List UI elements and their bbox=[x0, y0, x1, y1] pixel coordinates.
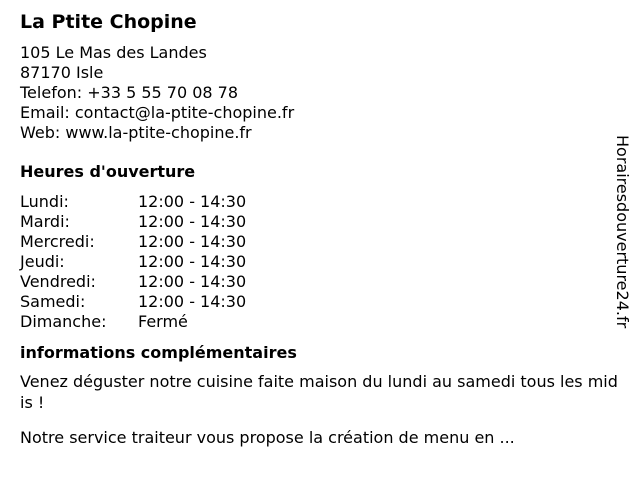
day-label: Mardi: bbox=[20, 212, 70, 231]
info-paragraph: Venez déguster notre cuisine faite maison du lundi au samedi tous les midis ! bbox=[20, 372, 618, 412]
hours-row-friday bbox=[20, 272, 620, 292]
time-value: 12:00 - 14:30 bbox=[138, 232, 247, 251]
web-text: Web: www.la-ptite-chopine.fr bbox=[20, 123, 252, 142]
hours-heading: Heures d'ouverture bbox=[20, 162, 196, 181]
hours-row-tuesday bbox=[20, 212, 620, 232]
day-label: Lundi: bbox=[20, 192, 69, 211]
time-value: Fermé bbox=[138, 312, 188, 331]
time-value: 12:00 - 14:30 bbox=[138, 252, 247, 271]
day-label: Dimanche: bbox=[20, 312, 107, 331]
time-value: 12:00 - 14:30 bbox=[138, 272, 247, 291]
day-label: Vendredi: bbox=[20, 272, 96, 291]
hours-row-sunday bbox=[20, 312, 620, 332]
phone-text: Telefon: +33 5 55 70 08 78 bbox=[20, 83, 239, 102]
business-card bbox=[20, 10, 620, 448]
hours-row-saturday bbox=[20, 292, 620, 312]
hours-row-monday bbox=[20, 192, 620, 212]
time-value: 12:00 - 14:30 bbox=[138, 292, 247, 311]
address-street: 105 Le Mas des Landes bbox=[20, 43, 207, 62]
info-heading: informations complémentaires bbox=[20, 343, 297, 362]
day-label: Jeudi: bbox=[20, 252, 65, 271]
hours-table bbox=[20, 192, 620, 332]
hours-row-wednesday bbox=[20, 232, 620, 252]
address-city: 87170 Isle bbox=[20, 63, 104, 82]
day-label: Mercredi: bbox=[20, 232, 95, 251]
site-watermark: Horairesdouverture24.fr bbox=[613, 135, 632, 329]
contact-block bbox=[20, 43, 620, 143]
day-label: Samedi: bbox=[20, 292, 86, 311]
business-name: La Ptite Chopine bbox=[20, 11, 197, 33]
hours-row-thursday bbox=[20, 252, 620, 272]
info-paragraph-truncated: Notre service traiteur vous propose la création de menu en ... bbox=[20, 428, 515, 447]
email-text: Email: contact@la-ptite-chopine.fr bbox=[20, 103, 295, 122]
time-value: 12:00 - 14:30 bbox=[138, 212, 247, 231]
time-value: 12:00 - 14:30 bbox=[138, 192, 247, 211]
